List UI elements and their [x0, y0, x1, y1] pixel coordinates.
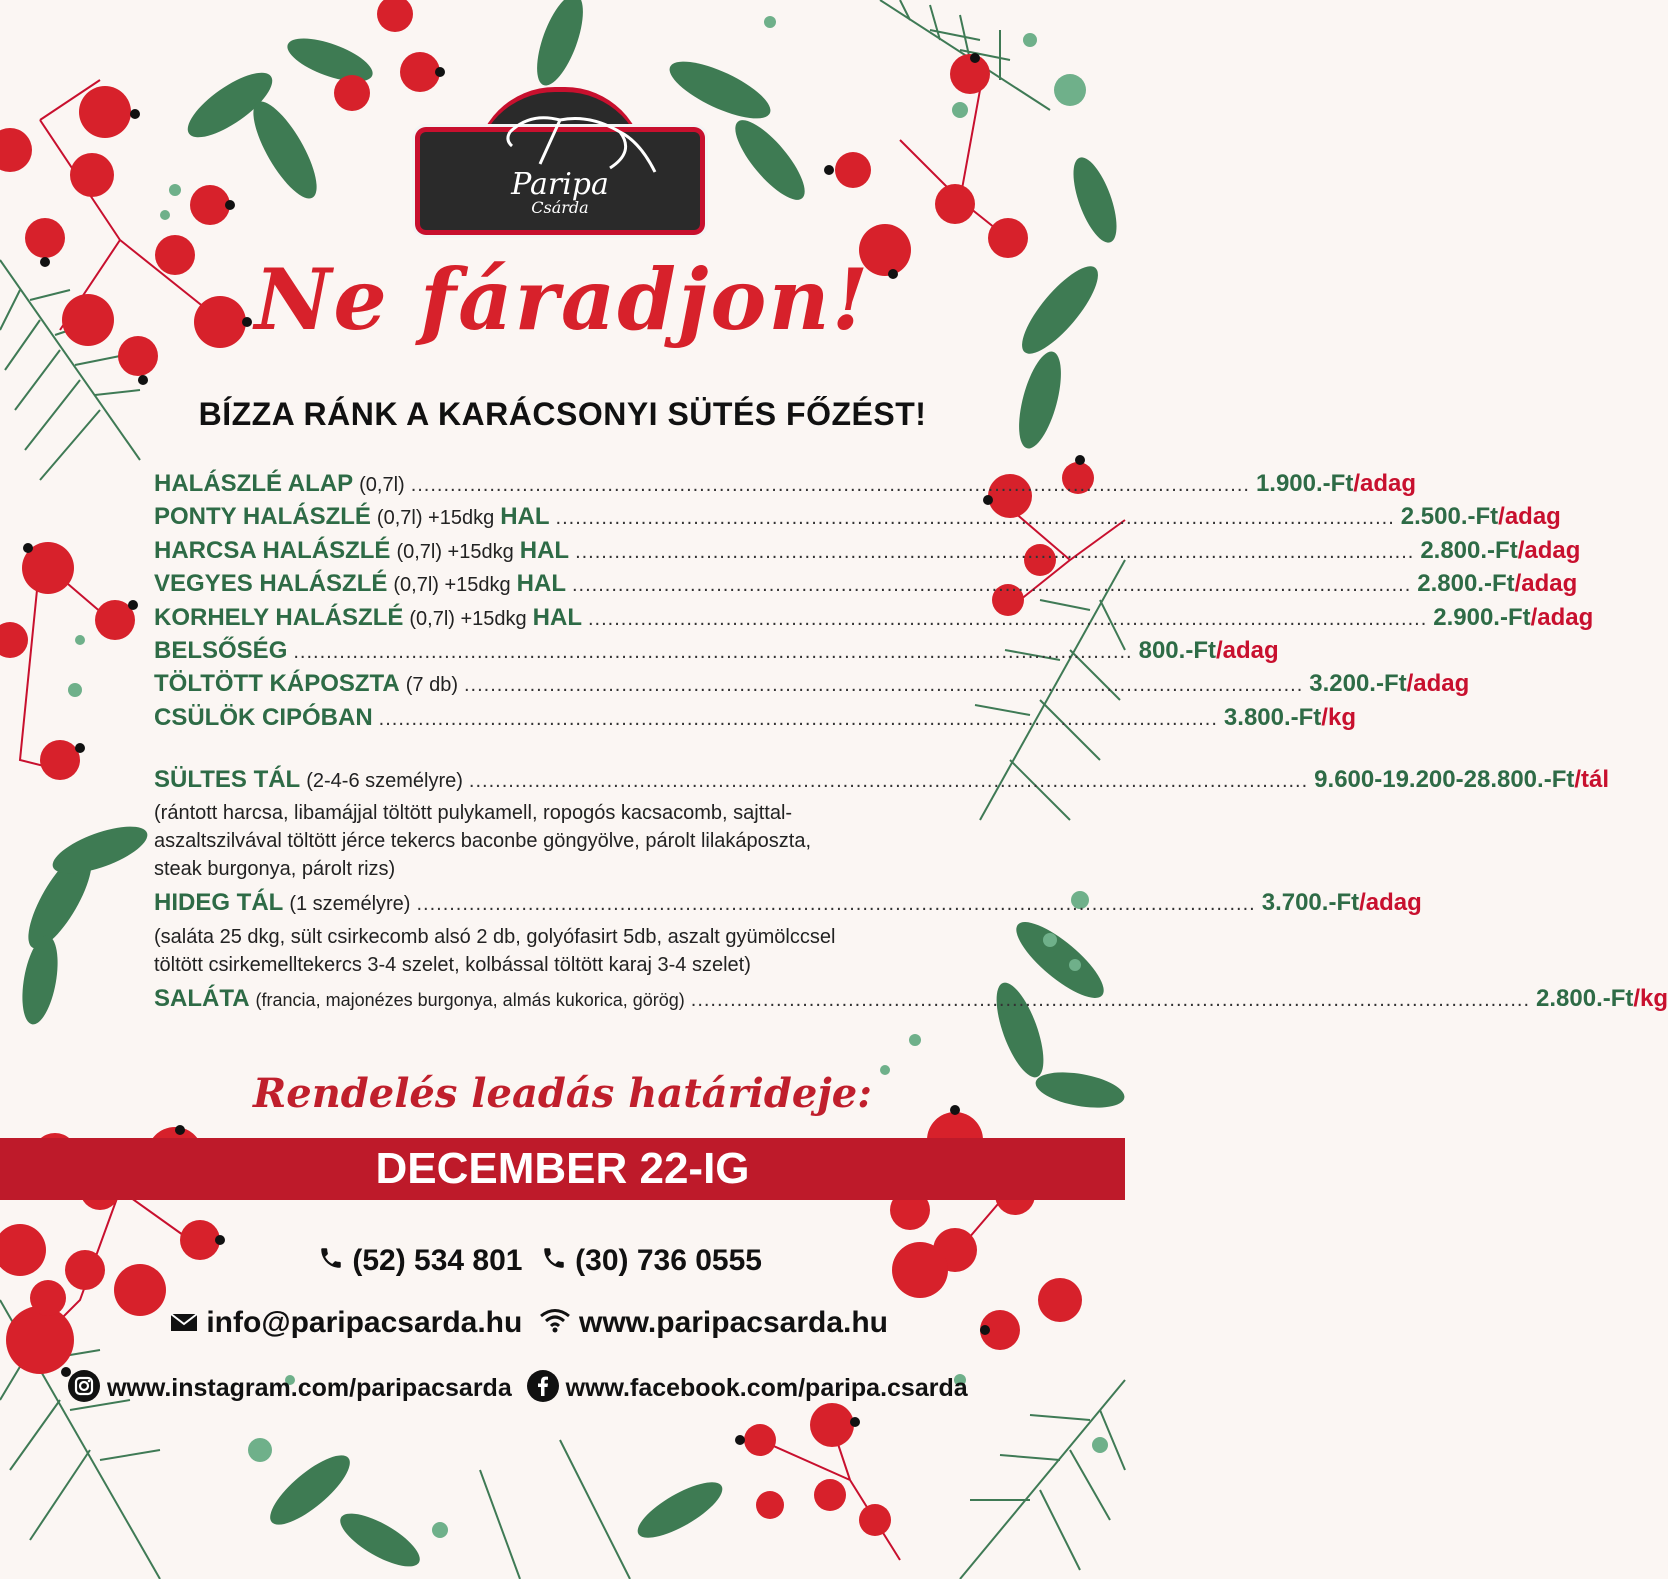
- item-price: 800.-Ft: [1138, 636, 1216, 664]
- logo-subname: Csárda: [531, 198, 589, 217]
- deadline-label: Rendelés leadás határideje:: [253, 1070, 872, 1117]
- item-price: 3.200.-Ft: [1309, 670, 1407, 698]
- leader-dots: ................................................................................................................................: [575, 540, 1415, 563]
- platter-price: 2.800.-Ft: [1536, 984, 1634, 1012]
- item-unit: /adag: [1530, 603, 1594, 631]
- leader-dots: ................................................................................................................................: [464, 674, 1304, 697]
- social-row: [68, 1370, 968, 1409]
- item-name: HARCSA HALÁSZLÉ: [154, 536, 391, 564]
- item-detail: (0,7l) +15dkg: [393, 574, 511, 597]
- menu-item: [154, 503, 1561, 536]
- item-price: 1.900.-Ft: [1255, 470, 1354, 497]
- platter-item: [154, 889, 1422, 922]
- phone-icon: [318, 1244, 344, 1280]
- platter-unit: /adag: [1359, 889, 1422, 917]
- item-unit: /adag: [1514, 570, 1578, 598]
- item-name: HALÁSZLÉ ALAP: [154, 470, 354, 497]
- menu-item: [154, 536, 1581, 570]
- item-extra: HAL: [500, 503, 550, 531]
- item-detail: (0,7l) +15dkg: [409, 607, 527, 630]
- item-detail: (0,7l) +15dkg: [396, 540, 514, 563]
- platter-description: aszaltszilvával töltött jérce tekercs baconbe göngyölve, párolt lilakáposzta,: [154, 830, 812, 853]
- logo-name: Paripa: [511, 167, 609, 202]
- item-name: VEGYES HALÁSZLÉ: [154, 570, 388, 598]
- instagram-icon: [68, 1370, 100, 1409]
- phone-number[interactable]: (30) 736 0555: [575, 1244, 762, 1277]
- platter-unit: /kg: [1633, 984, 1668, 1012]
- platter-item: [154, 766, 1610, 799]
- phone-number[interactable]: (52) 534 801: [352, 1244, 523, 1277]
- platter-list: [154, 766, 1668, 1018]
- item-detail: (0,7l) +15dkg: [376, 507, 495, 530]
- menu-item: [154, 703, 1356, 737]
- menu-item: [154, 603, 1594, 637]
- menu-list: [154, 470, 1594, 737]
- platter-description: (saláta 25 dkg, sült csirkecomb alsó 2 db, golyófasirt 5db, aszalt gyümölccsel: [154, 925, 836, 948]
- item-unit: /adag: [1353, 470, 1416, 497]
- leader-dots: ................................................................................................................................: [588, 607, 1428, 630]
- item-unit: /adag: [1406, 670, 1470, 698]
- email-link[interactable]: info@paripacsarda.hu: [206, 1306, 523, 1339]
- menu-item: [154, 670, 1470, 703]
- platter-name: SALÁTA: [154, 984, 250, 1012]
- instagram-link[interactable]: www.instagram.com/paripacsarda: [106, 1374, 512, 1403]
- facebook-link[interactable]: www.facebook.com/paripa.csarda: [565, 1374, 968, 1403]
- menu-item: [154, 570, 1578, 603]
- leader-dots: ................................................................................................................................: [690, 988, 1531, 1011]
- leader-dots: ................................................................................................................................: [416, 893, 1256, 916]
- phone-icon: [541, 1244, 567, 1280]
- item-unit: /adag: [1215, 636, 1279, 664]
- menu-item: [154, 470, 1416, 503]
- page-subtitle: BÍZZA RÁNK A KARÁCSONYI SÜTÉS FŐZÉST!: [198, 396, 927, 432]
- item-extra: HAL: [519, 536, 570, 564]
- website-link[interactable]: www.paripacsarda.hu: [579, 1306, 888, 1339]
- platter-name: SÜLTES TÁL: [154, 766, 301, 793]
- item-name: TÖLTÖTT KÁPOSZTA: [154, 670, 400, 698]
- item-extra: HAL: [532, 603, 582, 631]
- platter-detail: (francia, majonézes burgonya, almás kukorica, görög): [255, 989, 685, 1010]
- deadline-date: DECEMBER 22-IG: [375, 1144, 750, 1193]
- platter-detail: (1 személyre): [289, 893, 411, 916]
- logo: [420, 92, 700, 230]
- item-price: 2.800.-Ft: [1417, 570, 1515, 598]
- platter-price: 3.700.-Ft: [1261, 889, 1360, 917]
- platter-description: (rántott harcsa, libamájjal töltött pulykamell, ropogós kacsacomb, sajttal-: [154, 802, 793, 825]
- item-unit: /kg: [1321, 703, 1356, 731]
- item-unit: /adag: [1517, 536, 1581, 564]
- item-name: PONTY HALÁSZLÉ: [154, 503, 371, 531]
- wifi-icon: [539, 1307, 571, 1341]
- email-web-row: [170, 1306, 888, 1341]
- leader-dots: ................................................................................................................................: [572, 574, 1412, 597]
- item-name: CSÜLÖK CIPÓBAN: [154, 703, 373, 731]
- item-price: 2.800.-Ft: [1420, 536, 1518, 564]
- platter-detail: (2-4-6 személyre): [306, 770, 463, 792]
- platter-name: HIDEG TÁL: [154, 889, 284, 917]
- platter-item: [154, 984, 1668, 1018]
- platter-description: töltött csirkemelltekercs 3-4 szelet, kolbással töltött karaj 3-4 szelet): [154, 953, 751, 976]
- page-title: Ne fáradjon!: [254, 250, 871, 349]
- phone-row: [318, 1244, 762, 1280]
- item-name: BELSŐSÉG: [154, 636, 288, 664]
- leader-dots: ................................................................................................................................: [293, 640, 1133, 663]
- item-detail: (7 db): [405, 674, 458, 697]
- menu-item: [154, 636, 1279, 670]
- item-price: 2.900.-Ft: [1433, 603, 1531, 631]
- platter-unit: /tál: [1574, 766, 1610, 793]
- leader-dots: ................................................................................................................................: [555, 507, 1395, 530]
- item-detail: (0,7l): [359, 474, 405, 496]
- item-unit: /adag: [1498, 503, 1561, 531]
- facebook-icon: [527, 1370, 559, 1409]
- platter-price: 9.600-19.200-28.800.-Ft: [1314, 766, 1575, 793]
- item-price: 3.800.-Ft: [1223, 703, 1322, 731]
- item-name: KORHELY HALÁSZLÉ: [154, 603, 404, 631]
- item-price: 2.500.-Ft: [1400, 503, 1499, 531]
- platter-description: steak burgonya, párolt rizs): [154, 858, 396, 881]
- leader-dots: ................................................................................................................................: [378, 707, 1218, 730]
- leader-dots: ................................................................................................................................: [410, 474, 1250, 496]
- leader-dots: ................................................................................................................................: [468, 770, 1309, 792]
- mail-icon: [170, 1307, 198, 1341]
- item-extra: HAL: [516, 570, 566, 598]
